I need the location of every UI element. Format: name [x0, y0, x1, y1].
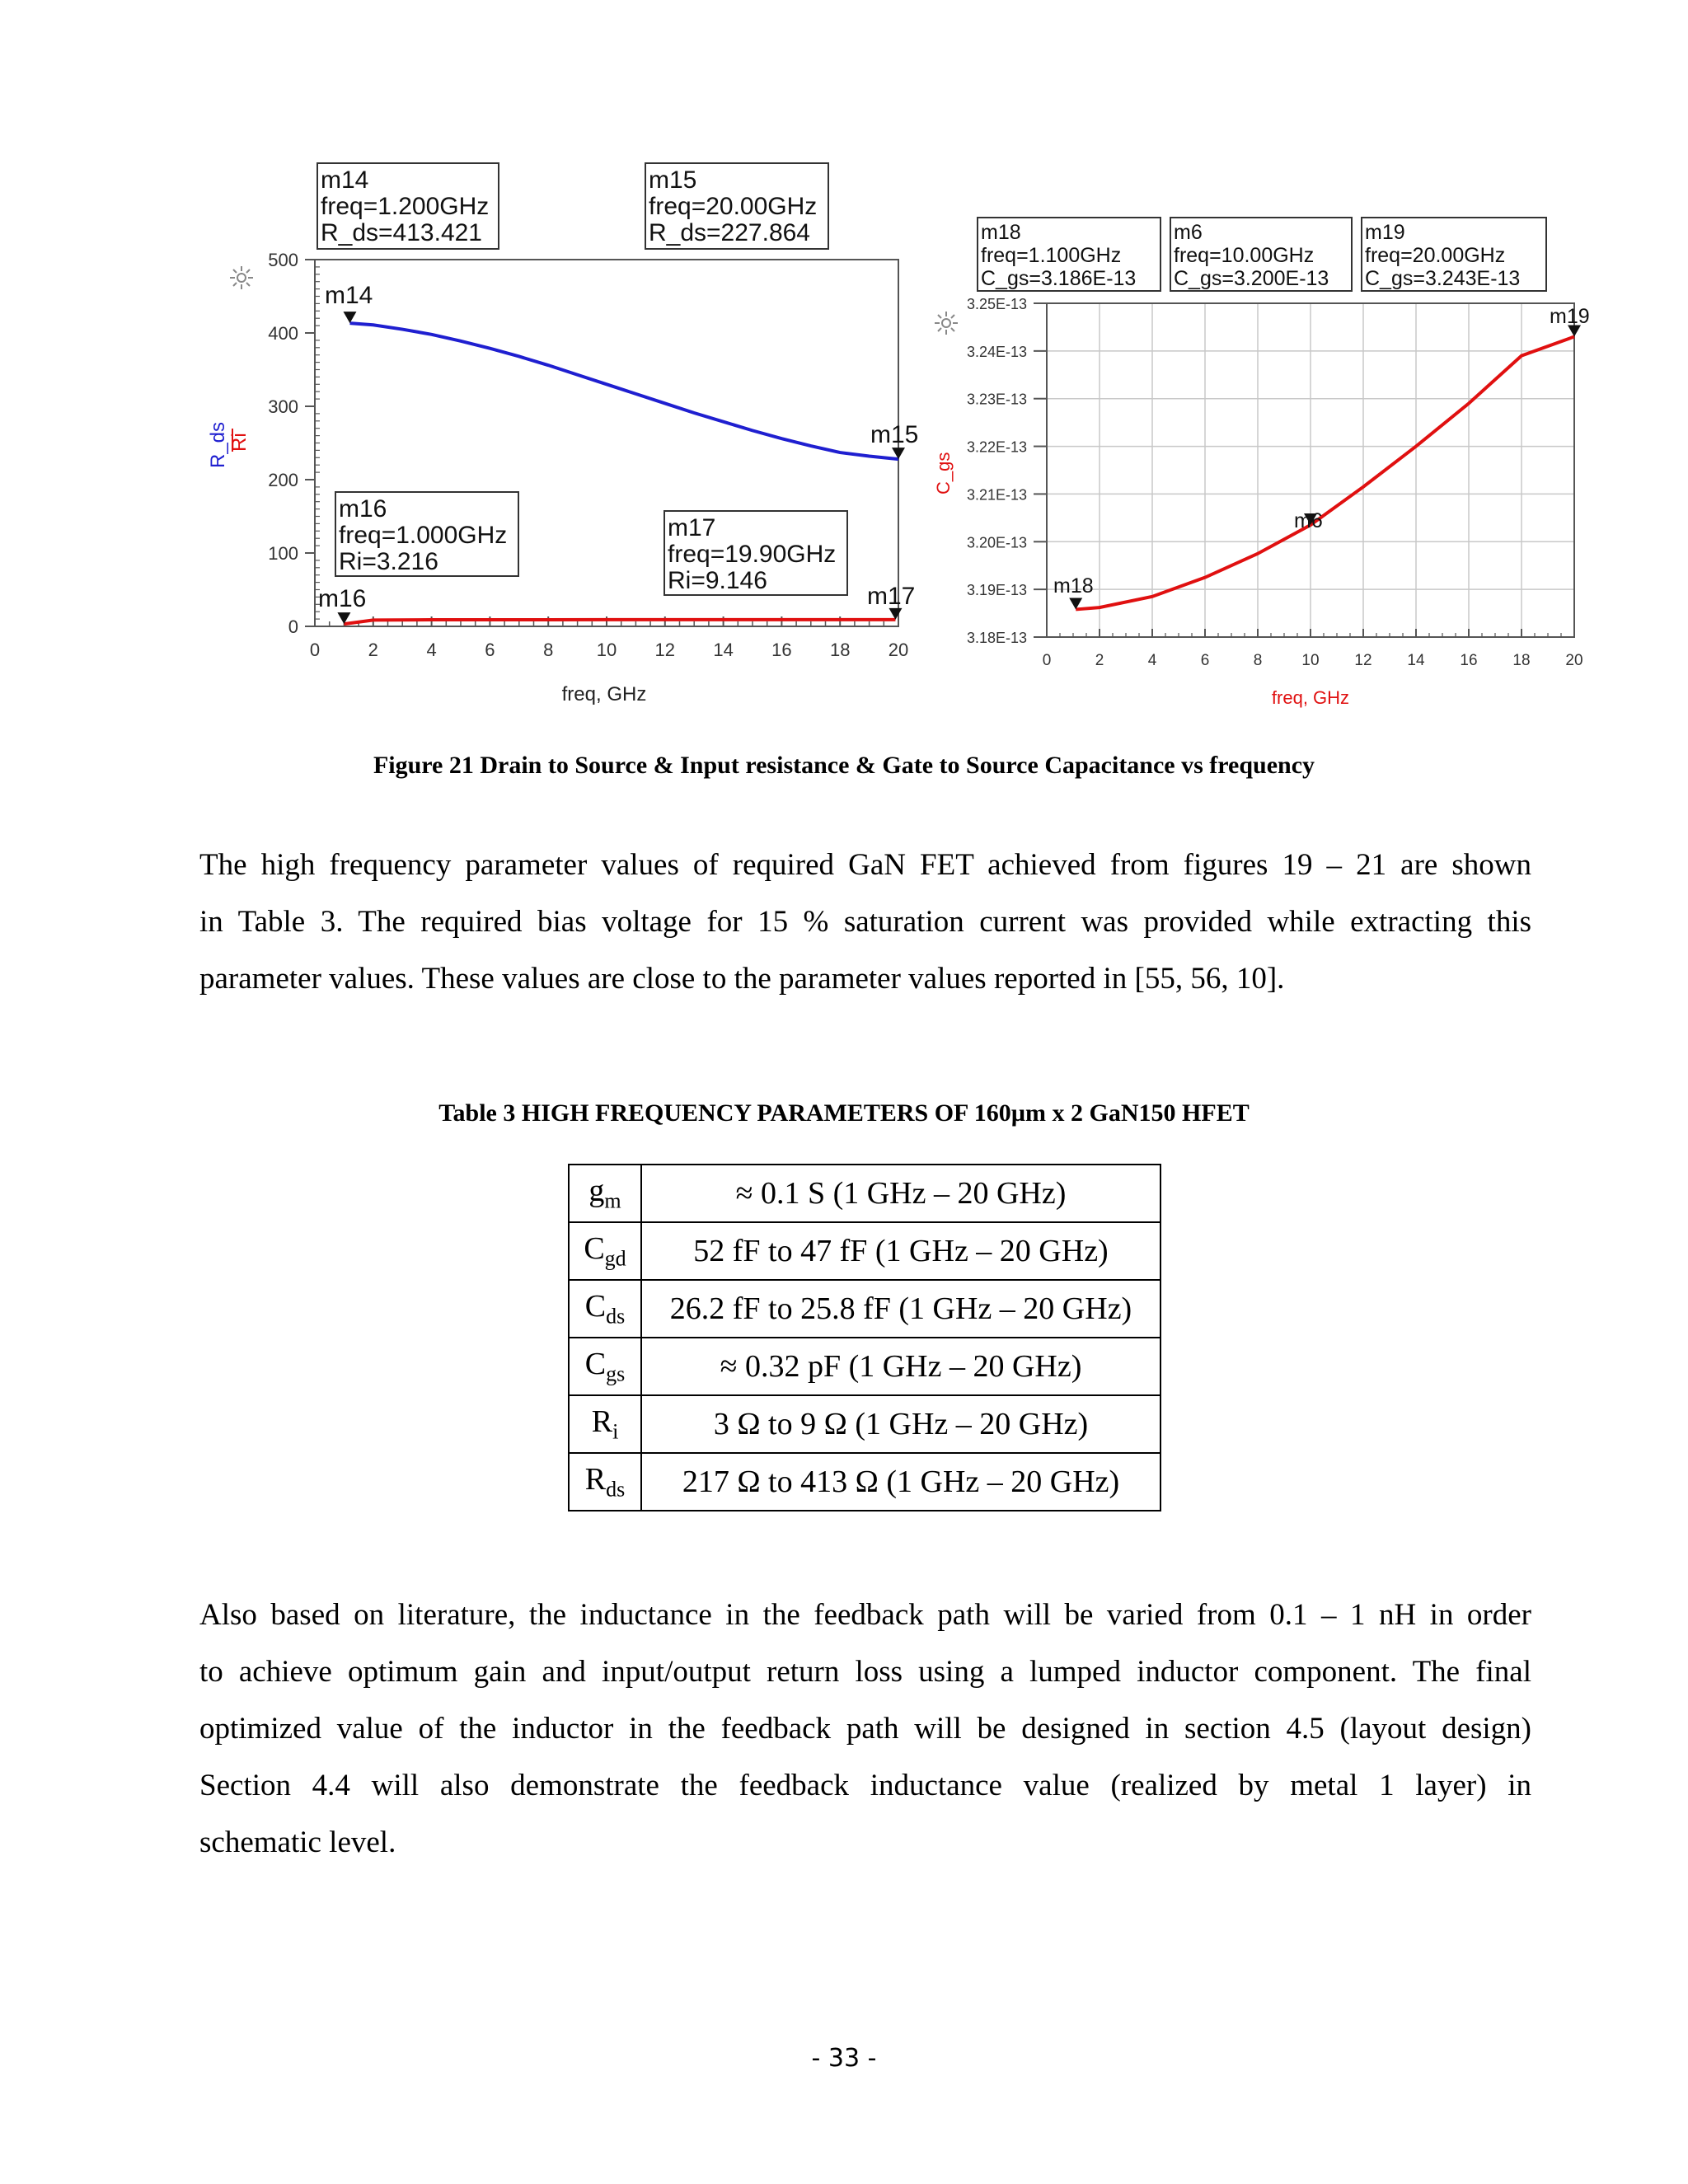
marker-info-name: m19 — [1365, 221, 1405, 244]
parameter-symbol-base: C — [584, 1289, 607, 1324]
table-row — [569, 1280, 1160, 1338]
marker-m19 — [1362, 218, 1590, 337]
paragraph-1-line: in Table 3. The required bias voltage for 15 % saturation current was provided while extracting this — [199, 905, 1531, 939]
x-tick-label: 20 — [888, 640, 909, 660]
x-tick-label: 10 — [1301, 652, 1320, 669]
marker-label: m14 — [325, 282, 373, 309]
paragraph-2-line: optimized value of the inductor in the feedback path will be designed in section 4.5 (layout design) — [199, 1712, 1531, 1746]
y-tick-label: 100 — [268, 543, 298, 564]
x-tick-label: 12 — [654, 640, 676, 660]
marker-m6 — [1170, 218, 1352, 532]
marker-info-freq: freq=19.90GHz — [668, 541, 837, 568]
right-chart — [0, 0, 1688, 742]
marker-label: m19 — [1550, 305, 1590, 328]
parameter-symbol-base: g — [588, 1174, 605, 1209]
parameter-symbol-base: R — [591, 1404, 613, 1440]
marker-info-name: m18 — [981, 221, 1021, 244]
parameter-value: 217 Ω to 413 Ω (1 GHz – 20 GHz) — [641, 1453, 1160, 1511]
marker-label: m16 — [318, 585, 367, 612]
x-tick-label: 4 — [1147, 652, 1157, 669]
figure-caption: Figure 21 Drain to Source & Input resistance & Gate to Source Capacitance vs frequency — [373, 752, 1315, 779]
y-tick-label: 3.24E-13 — [966, 343, 1027, 360]
parameter-value: 26.2 fF to 25.8 fF (1 GHz – 20 GHz) — [641, 1280, 1160, 1338]
y-tick-label: 3.19E-13 — [966, 582, 1027, 599]
parameter-symbol — [569, 1165, 641, 1222]
x-tick-label: 0 — [1042, 652, 1052, 669]
x-tick-label: 8 — [1253, 652, 1263, 669]
parameter-symbol-subscript: ds — [606, 1477, 626, 1502]
parameter-symbol — [569, 1453, 641, 1511]
series-line-c-gs — [1076, 337, 1574, 610]
parameter-symbol-base: C — [584, 1231, 605, 1267]
y-tick-label: 3.20E-13 — [966, 534, 1027, 551]
marker-info-value: C_gs=3.200E-13 — [1174, 267, 1329, 290]
parameter-symbol — [569, 1395, 641, 1453]
marker-info-value: C_gs=3.243E-13 — [1365, 267, 1521, 290]
x-tick-label: 14 — [1407, 652, 1425, 669]
paragraph-2-line: to achieve optimum gain and input/output return loss using a lumped inductor component. The final — [199, 1655, 1531, 1689]
parameter-symbol-subscript: ds — [606, 1304, 626, 1329]
marker-info-name: m15 — [649, 166, 697, 194]
parameter-symbol-base: R — [584, 1462, 607, 1497]
right-y-label: C_gs — [933, 452, 954, 494]
marker-info-value: R_ds=413.421 — [321, 219, 482, 246]
y-tick-label: 3.25E-13 — [966, 296, 1027, 312]
x-tick-label: 18 — [1512, 652, 1531, 669]
x-tick-label: 2 — [1095, 652, 1104, 669]
marker-info-name: m6 — [1174, 221, 1203, 244]
x-tick-label: 16 — [1460, 652, 1478, 669]
y-tick-label: 500 — [268, 250, 298, 270]
marker-label: m6 — [1294, 509, 1323, 532]
y-tick-label: 3.22E-13 — [966, 438, 1027, 456]
parameter-symbol — [569, 1338, 641, 1395]
parameter-symbol — [569, 1280, 641, 1338]
marker-info-freq: freq=20.00GHz — [649, 193, 818, 220]
parameter-value: ≈ 0.1 S (1 GHz – 20 GHz) — [641, 1165, 1160, 1222]
y-tick-label: 200 — [268, 470, 298, 490]
left-y-label-ri: Ri — [228, 433, 251, 452]
x-tick-label: 20 — [1565, 652, 1583, 669]
marker-label: m15 — [870, 421, 919, 448]
table-row — [569, 1222, 1160, 1280]
parameter-symbol — [569, 1222, 641, 1280]
right-x-label: freq, GHz — [1271, 687, 1350, 708]
x-tick-label: 6 — [485, 640, 495, 660]
marker-info-value: R_ds=227.864 — [649, 219, 810, 246]
page-number: - 33 - — [811, 2044, 877, 2073]
x-tick-label: 16 — [771, 640, 792, 660]
y-tick-label: 3.18E-13 — [966, 630, 1027, 646]
left-y-label-rds: R_ds — [207, 421, 229, 468]
x-tick-label: 10 — [596, 640, 617, 660]
x-tick-label: 6 — [1200, 652, 1210, 669]
marker-info-name: m16 — [339, 495, 387, 523]
table-row — [569, 1165, 1160, 1222]
table-row — [569, 1453, 1160, 1511]
paragraph-2-line: schematic level. — [199, 1825, 396, 1859]
marker-info-freq: freq=1.100GHz — [981, 244, 1122, 267]
marker-info-name: m14 — [321, 166, 369, 194]
marker-info-freq: freq=1.200GHz — [321, 193, 490, 220]
paragraph-2 — [199, 1586, 1531, 1871]
marker-info-value: Ri=3.216 — [339, 548, 438, 575]
marker-label: m18 — [1053, 574, 1094, 598]
y-tick-label: 0 — [288, 616, 298, 637]
parameter-table — [568, 1164, 1161, 1511]
parameter-symbol-subscript: i — [612, 1419, 619, 1444]
parameter-symbol-subscript: gd — [604, 1246, 626, 1271]
left-x-label: freq, GHz — [561, 683, 647, 705]
table-caption: Table 3 HIGH FREQUENCY PARAMETERS OF 160µm x 2 GaN150 HFET — [438, 1099, 1250, 1127]
y-tick-label: 3.21E-13 — [966, 486, 1027, 504]
paragraph-1-line: parameter values. These values are close to the parameter values reported in [55, 56, 10]. — [199, 962, 1285, 996]
paragraph-2-line: Also based on literature, the inductance in the feedback path will be varied from 0.1 – 1 nH in order — [199, 1598, 1531, 1632]
table-row — [569, 1395, 1160, 1453]
x-tick-label: 0 — [309, 640, 321, 660]
marker-info-value: C_gs=3.186E-13 — [981, 267, 1137, 290]
gear-icon[interactable] — [935, 312, 958, 335]
x-tick-label: 8 — [543, 640, 554, 660]
paragraph-2-line: Section 4.4 will also demonstrate the feedback inductance value (realized by metal 1 layer) in — [199, 1769, 1531, 1802]
y-tick-label: 3.23E-13 — [966, 391, 1027, 408]
x-tick-label: 18 — [829, 640, 851, 660]
x-tick-label: 12 — [1354, 652, 1372, 669]
table-row — [569, 1338, 1160, 1395]
parameter-symbol-base: C — [584, 1347, 607, 1382]
marker-info-freq: freq=20.00GHz — [1365, 244, 1506, 267]
marker-label: m17 — [867, 583, 916, 610]
marker-info-name: m17 — [668, 514, 716, 541]
y-tick-label: 300 — [268, 396, 298, 417]
marker-info-freq: freq=1.000GHz — [339, 522, 508, 549]
parameter-symbol-subscript: gs — [606, 1361, 626, 1386]
parameter-value: ≈ 0.32 pF (1 GHz – 20 GHz) — [641, 1338, 1160, 1395]
x-tick-label: 14 — [713, 640, 734, 660]
x-tick-label: 4 — [426, 640, 437, 660]
marker-info-freq: freq=10.00GHz — [1174, 244, 1315, 267]
x-tick-label: 2 — [368, 640, 378, 660]
paragraph-1 — [199, 837, 1531, 1007]
marker-info-value: Ri=9.146 — [668, 567, 767, 594]
parameter-value: 52 fF to 47 fF (1 GHz – 20 GHz) — [641, 1222, 1160, 1280]
paragraph-1-line: The high frequency parameter values of required GaN FET achieved from figures 19 – 21 are shown — [199, 848, 1531, 882]
parameter-value: 3 Ω to 9 Ω (1 GHz – 20 GHz) — [641, 1395, 1160, 1453]
parameter-symbol-subscript: m — [604, 1188, 621, 1213]
y-tick-label: 400 — [268, 323, 298, 344]
